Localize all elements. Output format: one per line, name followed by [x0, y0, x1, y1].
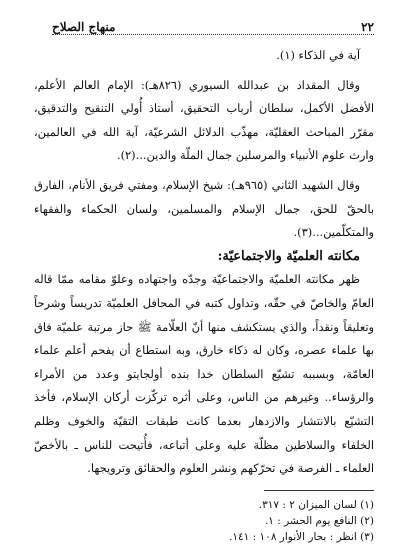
page-body: [34, 44, 374, 481]
paragraph: وقال الشهيد الثاني (٩٦٥هـ): شيخ الإسلام، ومفتي فريق الأنام، الفارق بالحقّ للحق، جمال الإسلام والمسلمين، ولسان الحكماء والفقهاء والمتكلّمين...(٣).: [34, 177, 374, 240]
paragraph: آية في الذكاء (١).: [276, 48, 360, 62]
running-title: منهاج الصلاح: [52, 20, 116, 34]
page-header: [52, 12, 374, 35]
page-number: ٢٢: [361, 20, 374, 34]
footnote: (١) لسان الميزان ٢ : ٣١٧.: [258, 499, 374, 511]
paragraph: وقال المقداد بن عبدالله السيوري (٨٢٦هـ): الإمام العالم الأعلم، الأفضل الأكمل، سلطان أرباب التحقيق، أستاذ أُولي التنقيح والتدقيق، مقرّر المباحث العقليّة، مهذّب الدلائل الشرعيّة، آية الله في العالمين، وارث علوم الأنبياء والمرسلين جمال الملّة والدين...(٢).: [34, 77, 374, 163]
footnote: (٣) انظر : بحار الأنوار ١٠٨ : ١٤١.: [229, 531, 374, 543]
footnote-divider: [264, 490, 374, 491]
section-heading: مكانته العلميّة والاجتماعيّة:: [217, 248, 360, 264]
paragraph: ظهر مكانته العلميّة والاجتماعيّة وجدّه واجتهاده وعلوّ مقامه ممّا قاله العامّ والخاصّ في حقّه، وتداول كتبه في المحافل العلميّة تدريساً وشرحاً وتعليقاً ونقداً، والذي يستكشف منها أنّ العلّامة ﷺ حاز مرتبة علميّة فاق بها علماء عصره، وكان له ذكاء خارق، وبه استطاع أن يفحم أعلم علماء العامّة، وبسببه تشيّع السلطان خدا بنده أولجايتو وعدد من الأمراء والرؤساء.. وغيرهم من الناس، وعلى أثره تركّزت أركان الإسلام، فأخذ التشيّع بالانتشار والازدهار بعدما كانت طبقات التقيّة والخوف وظلم الخلفاء والسلاطين مظلّة عليه وعلى أتباعه، فأُتيحت للناس ـ بالأخصّ العلماء ـ الفرصة في تحرّكهم ونشر العلوم والحقائق وترويجها.: [34, 272, 374, 476]
footnote: (٢) النافع يوم الحشر : ١.: [264, 515, 374, 527]
footnotes: [150, 497, 374, 545]
